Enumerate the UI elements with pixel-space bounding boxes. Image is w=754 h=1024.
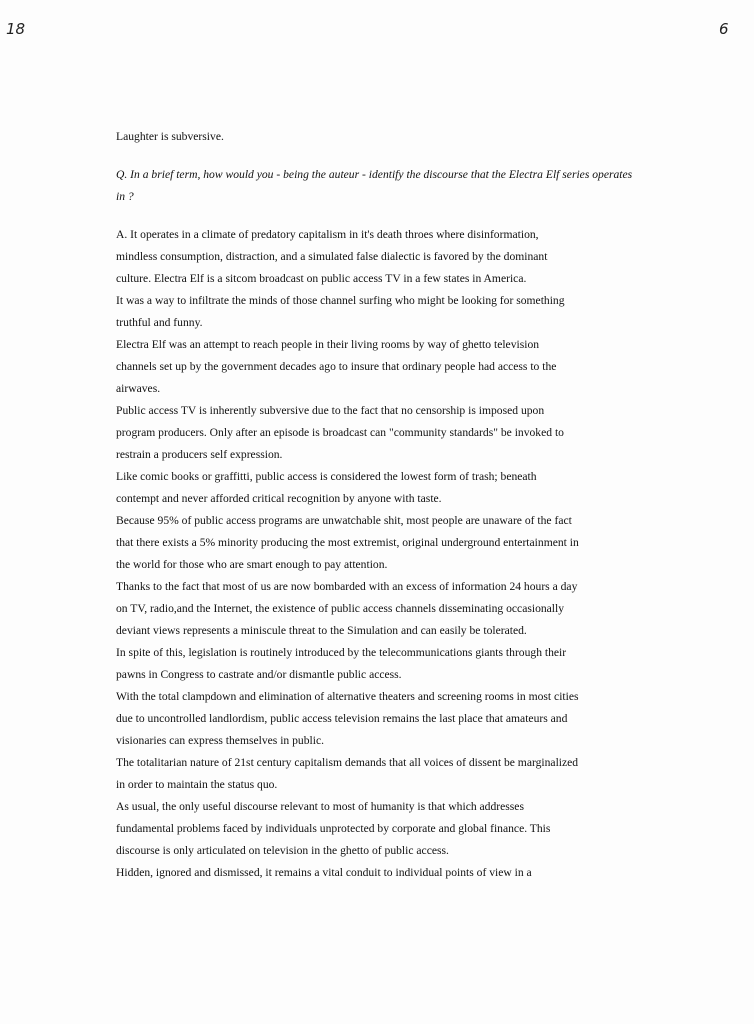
answer-line: culture. Electra Elf is a sitcom broadcast on public access TV in a few states in America. — [116, 272, 527, 285]
answer-line: restrain a producers self expression. — [116, 448, 283, 461]
answer-line: With the total clampdown and elimination of alternative theaters and screening rooms in most cities — [116, 690, 579, 703]
answer-line: Public access TV is inherently subversive due to the fact that no censorship is imposed upon — [116, 404, 545, 417]
answer-line: that there exists a 5% minority producing the most extremist, original underground entertainment in — [116, 536, 579, 549]
answer-line: Thanks to the fact that most of us are now bombarded with an excess of information 24 hours a day — [116, 580, 578, 593]
answer-line: in order to maintain the status quo. — [116, 778, 278, 791]
answer-line: mindless consumption, distraction, and a simulated false dialectic is favored by the dominant — [116, 250, 548, 263]
lead-sentence: Laughter is subversive. — [116, 130, 224, 143]
answer-line: program producers. Only after an episode is broadcast can "community standards" be invoked to — [116, 426, 564, 439]
answer-line: airwaves. — [116, 382, 161, 395]
answer-line: contempt and never afforded critical recognition by anyone with taste. — [116, 492, 442, 505]
answer-line: truthful and funny. — [116, 316, 203, 329]
answer-line: on TV, radio,and the Internet, the existence of public access channels disseminating occasionally — [116, 602, 565, 615]
answer-line: Hidden, ignored and dismissed, it remains a vital conduit to individual points of view in a — [116, 866, 532, 879]
answer-line: the world for those who are smart enough to pay attention. — [116, 558, 388, 571]
answer-line: In spite of this, legislation is routinely introduced by the telecommunications giants through their — [116, 646, 567, 659]
answer-line: The totalitarian nature of 21st century capitalism demands that all voices of dissent be marginalized — [116, 756, 579, 769]
interview-text — [116, 126, 636, 884]
answer-line: due to uncontrolled landlordism, public access television remains the last place that amateurs and — [116, 712, 568, 725]
answer-line: Because 95% of public access programs are unwatchable shit, most people are unaware of the fact — [116, 514, 572, 527]
answer-line: deviant views represents a miniscule threat to the Simulation and can easily be tolerated. — [116, 624, 527, 637]
answer-line: Like comic books or graffitti, public access is considered the lowest form of trash; beneath — [116, 470, 537, 483]
answer-line: discourse is only articulated on television in the ghetto of public access. — [116, 844, 449, 857]
interview-answer — [116, 224, 636, 884]
interview-question: Q. In a brief term, how would you - being the auteur - identify the discourse that the Electra Elf series operates in ? — [116, 168, 633, 203]
answer-line: Electra Elf was an attempt to reach people in their living rooms by way of ghetto television — [116, 338, 540, 351]
answer-line: visionaries can express themselves in public. — [116, 734, 324, 747]
handwritten-page-number-left: 18 — [6, 20, 26, 38]
answer-line: pawns in Congress to castrate and/or dismantle public access. — [116, 668, 402, 681]
answer-line: As usual, the only useful discourse relevant to most of humanity is that which addresses — [116, 800, 524, 813]
answer-line: It was a way to infiltrate the minds of those channel surfing who might be looking for something — [116, 294, 565, 307]
handwritten-page-number-right: 6 — [719, 20, 729, 38]
answer-line: A. It operates in a climate of predatory capitalism in it's death throes where disinformation, — [116, 228, 539, 241]
answer-line: fundamental problems faced by individuals unprotected by corporate and global finance. This — [116, 822, 551, 835]
answer-line: channels set up by the government decades ago to insure that ordinary people had access to the — [116, 360, 557, 373]
